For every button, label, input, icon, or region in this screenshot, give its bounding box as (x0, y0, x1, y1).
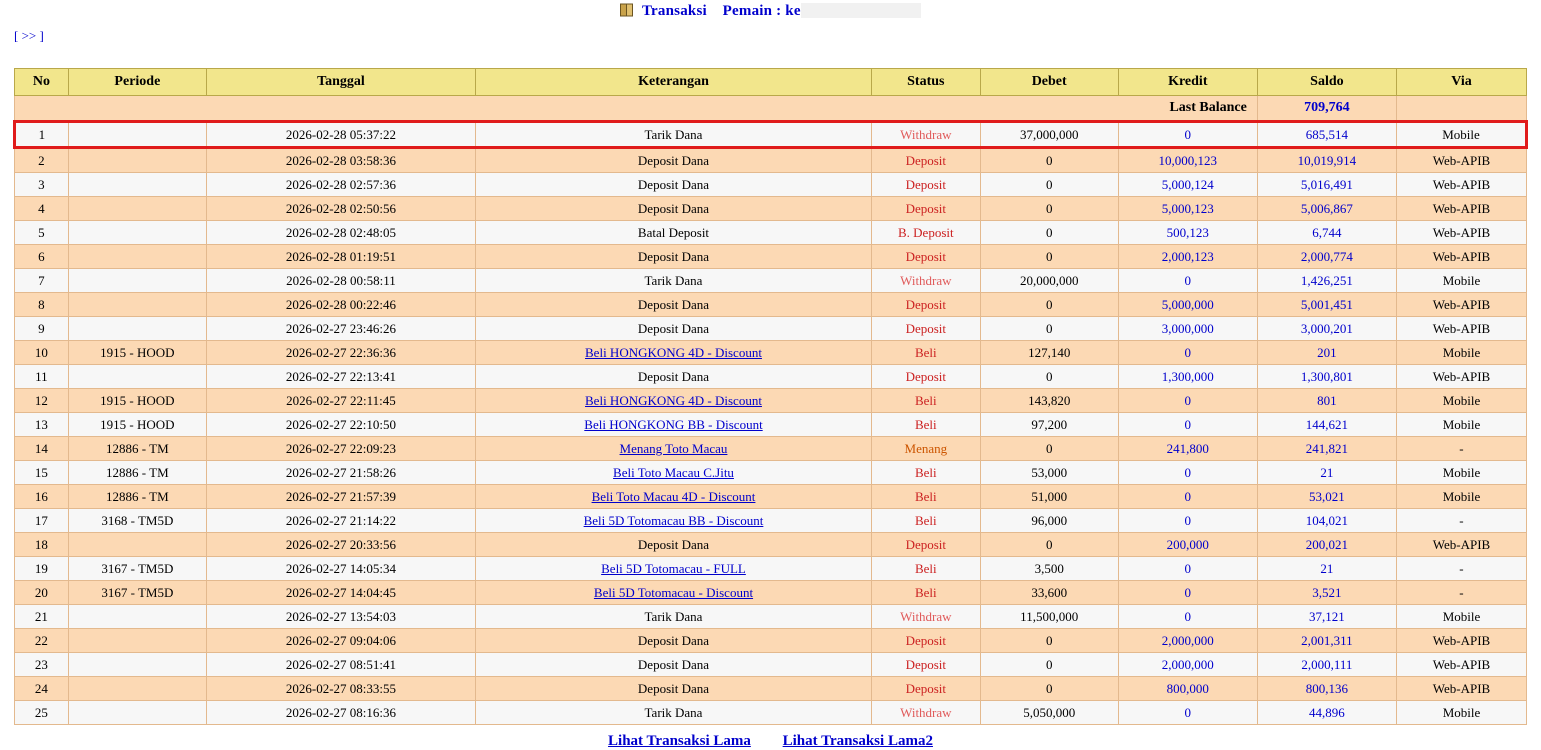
cell-keterangan: Tarik Dana (475, 269, 871, 293)
table-row (15, 148, 1527, 173)
cell-periode: 12886 - TM (68, 437, 206, 461)
cell-no: 7 (15, 269, 69, 293)
cell-keterangan: Deposit Dana (475, 533, 871, 557)
cell-no: 17 (15, 509, 69, 533)
cell-kredit: 5,000,124 (1118, 173, 1257, 197)
cell-saldo: 5,006,867 (1257, 197, 1396, 221)
table-row (15, 485, 1527, 509)
table-row (15, 701, 1527, 725)
cell-kredit: 241,800 (1118, 437, 1257, 461)
cell-via: - (1396, 437, 1526, 461)
cell-tanggal: 2026-02-27 22:10:50 (206, 413, 475, 437)
page-header (0, 0, 1541, 25)
cell-via: Mobile (1396, 269, 1526, 293)
lihat-transaksi-lama2-link[interactable]: Lihat Transaksi Lama2 (782, 733, 933, 749)
cell-status: Withdraw (872, 701, 981, 725)
cell-saldo: 1,300,801 (1257, 365, 1396, 389)
table-header-row (15, 69, 1527, 96)
cell-via: Mobile (1396, 485, 1526, 509)
cell-kredit: 0 (1118, 509, 1257, 533)
cell-via: Web-APIB (1396, 197, 1526, 221)
cell-saldo: 2,000,111 (1257, 653, 1396, 677)
table-row (15, 413, 1527, 437)
cell-saldo: 800,136 (1257, 677, 1396, 701)
table-row (15, 437, 1527, 461)
cell-kredit: 0 (1118, 269, 1257, 293)
cell-tanggal: 2026-02-27 14:04:45 (206, 581, 475, 605)
cell-periode (68, 701, 206, 725)
cell-status: Deposit (872, 533, 981, 557)
cell-keterangan[interactable] (475, 437, 871, 461)
table-row (15, 605, 1527, 629)
cell-tanggal: 2026-02-27 08:51:41 (206, 653, 475, 677)
cell-periode (68, 365, 206, 389)
cell-tanggal: 2026-02-28 05:37:22 (206, 122, 475, 148)
cell-status: Deposit (872, 317, 981, 341)
cell-tanggal: 2026-02-27 23:46:26 (206, 317, 475, 341)
cell-status: Menang (872, 437, 981, 461)
cell-no: 6 (15, 245, 69, 269)
cell-debet: 0 (980, 365, 1118, 389)
cell-debet: 127,140 (980, 341, 1118, 365)
back-link-wrapper[interactable] (14, 28, 44, 44)
cell-debet: 0 (980, 437, 1118, 461)
page-title: Transaksi (641, 3, 707, 19)
cell-via: Web-APIB (1396, 365, 1526, 389)
cell-periode (68, 653, 206, 677)
table-row (15, 293, 1527, 317)
cell-debet: 0 (980, 197, 1118, 221)
cell-via: Web-APIB (1396, 629, 1526, 653)
cell-saldo: 3,000,201 (1257, 317, 1396, 341)
cell-kredit: 3,000,000 (1118, 317, 1257, 341)
cell-kredit: 0 (1118, 581, 1257, 605)
last-balance-via (1396, 96, 1526, 122)
cell-via: Mobile (1396, 605, 1526, 629)
cell-saldo: 21 (1257, 557, 1396, 581)
cell-saldo: 44,896 (1257, 701, 1396, 725)
cell-kredit: 1,300,000 (1118, 365, 1257, 389)
cell-saldo: 21 (1257, 461, 1396, 485)
cell-no: 2 (15, 148, 69, 173)
cell-no: 13 (15, 413, 69, 437)
cell-debet: 0 (980, 173, 1118, 197)
table-row (15, 509, 1527, 533)
cell-via: Web-APIB (1396, 317, 1526, 341)
cell-periode: 3167 - TM5D (68, 557, 206, 581)
table-row (15, 389, 1527, 413)
cell-kredit: 0 (1118, 413, 1257, 437)
cell-debet: 143,820 (980, 389, 1118, 413)
cell-via: Web-APIB (1396, 148, 1526, 173)
cell-debet: 53,000 (980, 461, 1118, 485)
cell-periode (68, 317, 206, 341)
cell-kredit: 5,000,123 (1118, 197, 1257, 221)
cell-keterangan: Deposit Dana (475, 629, 871, 653)
cell-periode (68, 269, 206, 293)
cell-via: Web-APIB (1396, 245, 1526, 269)
cell-periode (68, 122, 206, 148)
cell-tanggal: 2026-02-28 00:22:46 (206, 293, 475, 317)
cell-tanggal: 2026-02-27 14:05:34 (206, 557, 475, 581)
table-row (15, 269, 1527, 293)
cell-tanggal: 2026-02-27 21:57:39 (206, 485, 475, 509)
table-row (15, 461, 1527, 485)
keterangan-link[interactable]: Beli HONGKONG 4D - Discount (585, 344, 762, 360)
cell-tanggal: 2026-02-27 08:33:55 (206, 677, 475, 701)
cell-debet: 0 (980, 317, 1118, 341)
table-row (15, 173, 1527, 197)
cell-keterangan[interactable] (475, 509, 871, 533)
player-label: Pemain : ke (722, 3, 801, 19)
cell-debet: 0 (980, 677, 1118, 701)
col-via: Via (1396, 69, 1526, 96)
cell-keterangan: Deposit Dana (475, 317, 871, 341)
cell-keterangan: Tarik Dana (475, 122, 871, 148)
cell-saldo: 37,121 (1257, 605, 1396, 629)
cell-keterangan: Deposit Dana (475, 677, 871, 701)
cell-status: Beli (872, 389, 981, 413)
cell-periode: 1915 - HOOD (68, 389, 206, 413)
cell-debet: 20,000,000 (980, 269, 1118, 293)
keterangan-link[interactable]: Beli HONGKONG BB - Discount (584, 416, 763, 432)
cell-no: 3 (15, 173, 69, 197)
cell-no: 5 (15, 221, 69, 245)
cell-keterangan: Deposit Dana (475, 245, 871, 269)
cell-keterangan: Deposit Dana (475, 293, 871, 317)
cell-kredit: 2,000,000 (1118, 629, 1257, 653)
cell-keterangan: Batal Deposit (475, 221, 871, 245)
cell-via: Mobile (1396, 701, 1526, 725)
cell-keterangan[interactable] (475, 557, 871, 581)
cell-debet: 11,500,000 (980, 605, 1118, 629)
cell-keterangan[interactable] (475, 485, 871, 509)
cell-saldo: 2,001,311 (1257, 629, 1396, 653)
cell-debet: 97,200 (980, 413, 1118, 437)
cell-no: 23 (15, 653, 69, 677)
cell-keterangan: Deposit Dana (475, 197, 871, 221)
cell-via: Web-APIB (1396, 173, 1526, 197)
cell-status: Beli (872, 509, 981, 533)
cell-periode (68, 221, 206, 245)
table-row (15, 122, 1527, 148)
cell-periode (68, 293, 206, 317)
cell-no: 16 (15, 485, 69, 509)
cell-tanggal: 2026-02-27 22:11:45 (206, 389, 475, 413)
keterangan-link[interactable]: Beli Toto Macau 4D - Discount (591, 488, 756, 504)
cell-debet: 51,000 (980, 485, 1118, 509)
cell-kredit: 800,000 (1118, 677, 1257, 701)
cell-debet: 0 (980, 293, 1118, 317)
cell-periode (68, 629, 206, 653)
cell-debet: 96,000 (980, 509, 1118, 533)
cell-periode (68, 245, 206, 269)
cell-saldo: 3,521 (1257, 581, 1396, 605)
cell-status: Withdraw (872, 605, 981, 629)
cell-kredit: 0 (1118, 605, 1257, 629)
cell-status: Deposit (872, 293, 981, 317)
cell-debet: 0 (980, 245, 1118, 269)
cell-via: Web-APIB (1396, 653, 1526, 677)
cell-via: - (1396, 509, 1526, 533)
table-row (15, 557, 1527, 581)
keterangan-link[interactable]: Beli 5D Totomacau - FULL (601, 560, 746, 576)
table-body (15, 96, 1527, 725)
cell-debet: 0 (980, 221, 1118, 245)
cell-status: Withdraw (872, 122, 981, 148)
cell-saldo: 1,426,251 (1257, 269, 1396, 293)
cell-status: Beli (872, 485, 981, 509)
last-balance-value: 709,764 (1257, 96, 1396, 122)
cell-saldo: 201 (1257, 341, 1396, 365)
cell-keterangan: Tarik Dana (475, 701, 871, 725)
cell-status: Deposit (872, 197, 981, 221)
cell-saldo: 5,016,491 (1257, 173, 1396, 197)
cell-periode (68, 677, 206, 701)
cell-keterangan: Deposit Dana (475, 365, 871, 389)
cell-status: Beli (872, 413, 981, 437)
cell-status: Deposit (872, 365, 981, 389)
last-balance-label: Last Balance (15, 96, 1258, 122)
cell-tanggal: 2026-02-28 03:58:36 (206, 148, 475, 173)
cell-kredit: 2,000,123 (1118, 245, 1257, 269)
cell-kredit: 0 (1118, 341, 1257, 365)
cell-status: Deposit (872, 653, 981, 677)
cell-kredit: 0 (1118, 461, 1257, 485)
table-row (15, 197, 1527, 221)
keterangan-link[interactable]: Beli Toto Macau C.Jitu (613, 464, 734, 480)
cell-saldo: 685,514 (1257, 122, 1396, 148)
cell-kredit: 200,000 (1118, 533, 1257, 557)
cell-saldo: 801 (1257, 389, 1396, 413)
cell-kredit: 0 (1118, 557, 1257, 581)
cell-tanggal: 2026-02-28 02:50:56 (206, 197, 475, 221)
cell-kredit: 0 (1118, 701, 1257, 725)
cell-keterangan[interactable] (475, 461, 871, 485)
cell-tanggal: 2026-02-28 01:19:51 (206, 245, 475, 269)
cell-kredit: 10,000,123 (1118, 148, 1257, 173)
cell-tanggal: 2026-02-28 00:58:11 (206, 269, 475, 293)
cell-keterangan[interactable] (475, 413, 871, 437)
cell-tanggal: 2026-02-27 09:04:06 (206, 629, 475, 653)
cell-status: B. Deposit (872, 221, 981, 245)
cell-via: Web-APIB (1396, 677, 1526, 701)
cell-via: - (1396, 581, 1526, 605)
cell-keterangan: Tarik Dana (475, 605, 871, 629)
book-icon (620, 3, 634, 22)
col-debet: Debet (980, 69, 1118, 96)
cell-periode (68, 197, 206, 221)
cell-tanggal: 2026-02-27 21:58:26 (206, 461, 475, 485)
cell-status: Deposit (872, 173, 981, 197)
cell-no: 20 (15, 581, 69, 605)
lihat-transaksi-lama-link[interactable]: Lihat Transaksi Lama (608, 733, 751, 749)
cell-no: 12 (15, 389, 69, 413)
cell-status: Beli (872, 557, 981, 581)
col-keterangan: Keterangan (475, 69, 871, 96)
cell-kredit: 5,000,000 (1118, 293, 1257, 317)
col-status: Status (872, 69, 981, 96)
keterangan-link[interactable]: Beli 5D Totomacau BB - Discount (583, 512, 764, 528)
cell-no: 4 (15, 197, 69, 221)
cell-debet: 0 (980, 653, 1118, 677)
cell-no: 15 (15, 461, 69, 485)
cell-kredit: 0 (1118, 389, 1257, 413)
cell-keterangan: Deposit Dana (475, 148, 871, 173)
cell-via: Web-APIB (1396, 293, 1526, 317)
cell-via: Mobile (1396, 461, 1526, 485)
cell-status: Deposit (872, 629, 981, 653)
keterangan-link[interactable]: Menang Toto Macau (619, 440, 728, 456)
cell-kredit: 0 (1118, 122, 1257, 148)
page-title-wrapper (620, 3, 920, 22)
footer-links (0, 733, 1541, 750)
cell-keterangan[interactable] (475, 581, 871, 605)
cell-debet: 3,500 (980, 557, 1118, 581)
cell-saldo: 241,821 (1257, 437, 1396, 461)
cell-via: Mobile (1396, 122, 1526, 148)
transactions-table (13, 68, 1528, 725)
cell-via: Mobile (1396, 341, 1526, 365)
cell-debet: 0 (980, 533, 1118, 557)
cell-debet: 37,000,000 (980, 122, 1118, 148)
cell-saldo: 5,001,451 (1257, 293, 1396, 317)
back-link[interactable]: [ >> ] (14, 28, 44, 43)
cell-keterangan: Deposit Dana (475, 653, 871, 677)
cell-via: Mobile (1396, 413, 1526, 437)
cell-periode (68, 605, 206, 629)
keterangan-link[interactable]: Beli 5D Totomacau - Discount (593, 584, 754, 600)
cell-tanggal: 2026-02-27 22:36:36 (206, 341, 475, 365)
cell-tanggal: 2026-02-27 08:16:36 (206, 701, 475, 725)
cell-debet: 0 (980, 148, 1118, 173)
cell-via: Mobile (1396, 389, 1526, 413)
table-row (15, 341, 1527, 365)
cell-periode: 1915 - HOOD (68, 413, 206, 437)
cell-debet: 33,600 (980, 581, 1118, 605)
cell-via: - (1396, 557, 1526, 581)
cell-saldo: 144,621 (1257, 413, 1396, 437)
cell-no: 1 (15, 122, 69, 148)
cell-no: 18 (15, 533, 69, 557)
cell-no: 24 (15, 677, 69, 701)
cell-via: Web-APIB (1396, 221, 1526, 245)
cell-periode (68, 533, 206, 557)
cell-tanggal: 2026-02-28 02:57:36 (206, 173, 475, 197)
cell-keterangan[interactable] (475, 341, 871, 365)
table-row (15, 677, 1527, 701)
cell-status: Withdraw (872, 269, 981, 293)
cell-periode: 3168 - TM5D (68, 509, 206, 533)
cell-status: Beli (872, 341, 981, 365)
cell-tanggal: 2026-02-27 22:13:41 (206, 365, 475, 389)
cell-status: Deposit (872, 677, 981, 701)
cell-keterangan[interactable] (475, 389, 871, 413)
cell-no: 9 (15, 317, 69, 341)
cell-tanggal: 2026-02-28 02:48:05 (206, 221, 475, 245)
cell-tanggal: 2026-02-27 21:14:22 (206, 509, 475, 533)
cell-saldo: 104,021 (1257, 509, 1396, 533)
cell-debet: 5,050,000 (980, 701, 1118, 725)
cell-no: 11 (15, 365, 69, 389)
cell-saldo: 53,021 (1257, 485, 1396, 509)
table-row (15, 317, 1527, 341)
col-tanggal: Tanggal (206, 69, 475, 96)
cell-via: Web-APIB (1396, 533, 1526, 557)
cell-status: Beli (872, 461, 981, 485)
cell-periode (68, 173, 206, 197)
col-saldo: Saldo (1257, 69, 1396, 96)
table-row (15, 581, 1527, 605)
cell-no: 21 (15, 605, 69, 629)
table-row (15, 221, 1527, 245)
cell-periode: 1915 - HOOD (68, 341, 206, 365)
keterangan-link[interactable]: Beli HONGKONG 4D - Discount (585, 392, 762, 408)
table-row (15, 653, 1527, 677)
cell-no: 19 (15, 557, 69, 581)
cell-no: 25 (15, 701, 69, 725)
cell-periode: 12886 - TM (68, 461, 206, 485)
table-row (15, 629, 1527, 653)
cell-kredit: 2,000,000 (1118, 653, 1257, 677)
cell-status: Deposit (872, 148, 981, 173)
cell-saldo: 2,000,774 (1257, 245, 1396, 269)
cell-saldo: 200,021 (1257, 533, 1396, 557)
cell-kredit: 500,123 (1118, 221, 1257, 245)
cell-periode (68, 148, 206, 173)
redacted-player-name (801, 3, 921, 18)
col-periode: Periode (68, 69, 206, 96)
cell-no: 8 (15, 293, 69, 317)
cell-status: Beli (872, 581, 981, 605)
cell-saldo: 10,019,914 (1257, 148, 1396, 173)
cell-tanggal: 2026-02-27 13:54:03 (206, 605, 475, 629)
table-row (15, 365, 1527, 389)
col-no: No (15, 69, 69, 96)
cell-status: Deposit (872, 245, 981, 269)
cell-saldo: 6,744 (1257, 221, 1396, 245)
table-row (15, 245, 1527, 269)
table-row (15, 533, 1527, 557)
cell-keterangan: Deposit Dana (475, 173, 871, 197)
cell-tanggal: 2026-02-27 22:09:23 (206, 437, 475, 461)
cell-periode: 12886 - TM (68, 485, 206, 509)
cell-debet: 0 (980, 629, 1118, 653)
cell-periode: 3167 - TM5D (68, 581, 206, 605)
cell-kredit: 0 (1118, 485, 1257, 509)
cell-no: 14 (15, 437, 69, 461)
last-balance-row (15, 96, 1527, 122)
col-kredit: Kredit (1118, 69, 1257, 96)
cell-no: 22 (15, 629, 69, 653)
cell-no: 10 (15, 341, 69, 365)
cell-tanggal: 2026-02-27 20:33:56 (206, 533, 475, 557)
